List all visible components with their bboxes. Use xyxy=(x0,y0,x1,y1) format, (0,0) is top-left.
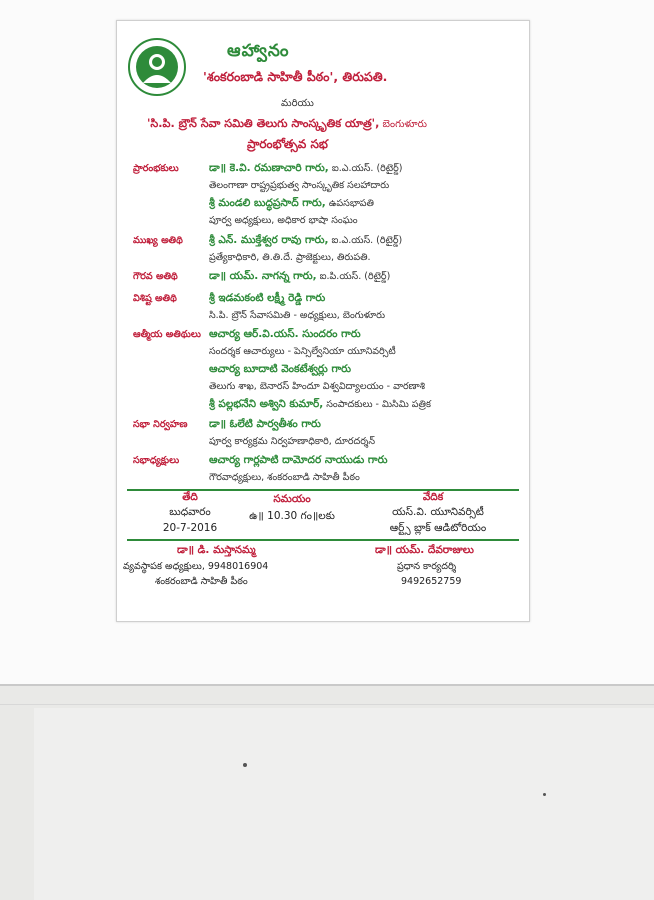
divider-line xyxy=(127,539,519,541)
role-label: ముఖ్య అతిథి xyxy=(133,235,183,246)
venue-line-1: యస్.వి. యూనివర్సిటీ xyxy=(392,506,484,518)
guest-name xyxy=(209,328,361,343)
signatory-left-org: శంకరంబాడి సాహితీ పీఠం xyxy=(155,576,248,587)
venue-label: వేదిక xyxy=(422,491,444,503)
poet-portrait-seal-icon xyxy=(127,37,187,97)
guest-name-text: ఆచార్య బూదాటి వెంకటేశ్వర్లు గారు xyxy=(209,363,351,375)
guest-name xyxy=(209,454,387,469)
role-label: విశిష్ట అతిథి xyxy=(133,293,177,304)
date-day: బుధవారం xyxy=(169,506,211,518)
guest-description: తెలుగు శాఖ, బెనారస్ హిందూ విశ్వవిద్యాలయం - వారణాశి xyxy=(209,381,425,392)
signatory-right-role: ప్రధాన కార్యదర్శి xyxy=(397,561,457,572)
organizer-secondary-name: 'సి.పి. బ్రౌన్ సేవా సమితి తెలుగు సాంస్కృతిక యాత్ర', xyxy=(147,117,380,130)
guest-suffix: సంపాదకులు - మిసిమి పత్రిక xyxy=(323,399,431,410)
guest-name-text: డా॥ యమ్. నాగన్న గారు, xyxy=(209,270,317,282)
role-label: ప్రారంభకులు xyxy=(133,163,179,174)
scan-edge-line xyxy=(0,704,654,705)
dust-speck xyxy=(243,763,247,767)
signatory-right-name: డా॥ యమ్. దేవరాజులు xyxy=(375,544,474,556)
scan-background-lower xyxy=(34,708,654,900)
guest-name xyxy=(209,292,325,307)
time-value: ఉ॥ 10.30 గం॥లకు xyxy=(249,510,335,522)
guest-name xyxy=(209,418,321,433)
guest-description: గౌరవాధ్యక్షులు, శంకరంబాడి సాహితీ పీఠం xyxy=(209,472,360,483)
guest-suffix: ఉపసభాపతి xyxy=(325,198,374,209)
guest-description: సి.పి. బ్రౌన్ సేవాసమితి - అధ్యక్షులు, బెంగుళూరు xyxy=(209,310,386,321)
role-label: సభా నిర్వహణ xyxy=(133,419,188,430)
guest-name-text: శ్రీ ఇడమకంటి లక్ష్మీ రెడ్డి గారు xyxy=(209,292,326,304)
guest-name-text: ఆచార్య ఆర్.వి.యస్. సుందరం గారు xyxy=(209,328,361,340)
role-label: గౌరవ అతిథి xyxy=(133,271,178,282)
guest-name-text: శ్రీ పల్లభనేని అశ్విని కుమార్, xyxy=(209,398,324,410)
guest-description: సందర్శక ఆచార్యులు - పెన్సిల్వేనియా యూనివర్సిటీ xyxy=(209,346,396,357)
role-label: ఆత్మీయ అతిథులు xyxy=(133,329,201,340)
event-title: ప్రారంభోత్సవ సభ xyxy=(247,137,328,151)
guest-name xyxy=(209,197,374,212)
guest-suffix: ఐ.పి.యస్. (రిటైర్డ్) xyxy=(316,271,391,282)
guest-name xyxy=(209,363,351,378)
scan-edge-line xyxy=(0,684,654,686)
signatory-left-role: వ్యవస్థాపక అధ్యక్షులు, 9948016904 xyxy=(123,561,269,572)
guest-name-text: డా॥ కె.వి. రమణాచారి గారు, xyxy=(209,162,329,174)
guest-name xyxy=(209,398,431,413)
role-label: సభాధ్యక్షులు xyxy=(133,455,180,466)
venue-line-2: ఆర్ట్స్ బ్లాక్ ఆడిటోరియం xyxy=(389,522,487,534)
guest-suffix: ఐ.ఎ.యస్. (రిటైర్డ్) xyxy=(328,235,403,246)
organizer-secondary-city: బెంగుళూరు xyxy=(379,119,427,130)
invitation-card xyxy=(116,20,530,622)
signatory-right-phone: 9492652759 xyxy=(401,576,462,587)
guest-name xyxy=(209,270,390,285)
guest-name xyxy=(209,162,402,177)
signatory-left-name: డా॥ డి. మస్తానమ్మ xyxy=(177,544,256,556)
conjunction-text: మరియు xyxy=(281,98,314,109)
date-value: 20-7-2016 xyxy=(162,522,218,534)
invitation-title: ఆహ్వానం xyxy=(227,41,290,61)
guest-description: ప్రత్యేకాధికారి, తి.తి.దే. ప్రాజెక్టులు, తిరుపతి. xyxy=(209,252,371,263)
time-label: సమయం xyxy=(273,493,311,505)
date-label: తేది xyxy=(182,491,198,503)
guest-name xyxy=(209,234,402,249)
dust-speck xyxy=(543,793,546,796)
guest-suffix: ఐ.ఎ.యస్. (రిటైర్డ్) xyxy=(328,163,403,174)
guest-name-text: డా॥ ఓలేటి పార్వతీశం గారు xyxy=(209,418,321,430)
guest-name-text: శ్రీ మండలి బుద్ధప్రసాద్ గారు, xyxy=(209,197,326,209)
organizer-primary: 'శంకరంబాడి సాహితీ పీఠం', తిరుపతి. xyxy=(203,69,388,84)
guest-description: పూర్వ అధ్యక్షులు, అధికార భాషా సంఘం xyxy=(209,215,358,226)
guest-name-text: శ్రీ ఎన్. ముక్తేశ్వర రావు గారు, xyxy=(209,234,329,246)
guest-description: తెలంగాణా రాష్ట్రప్రభుత్వ సాంస్కృతిక సలహాదారు xyxy=(209,180,390,191)
guest-name-text: ఆచార్య గార్లపాటి దామోదర నాయుడు గారు xyxy=(209,454,388,466)
organizer-secondary xyxy=(147,117,427,133)
guest-description: పూర్వ కార్యక్రమ నిర్వహణాధికారి, దూరదర్శన్ xyxy=(209,436,376,447)
